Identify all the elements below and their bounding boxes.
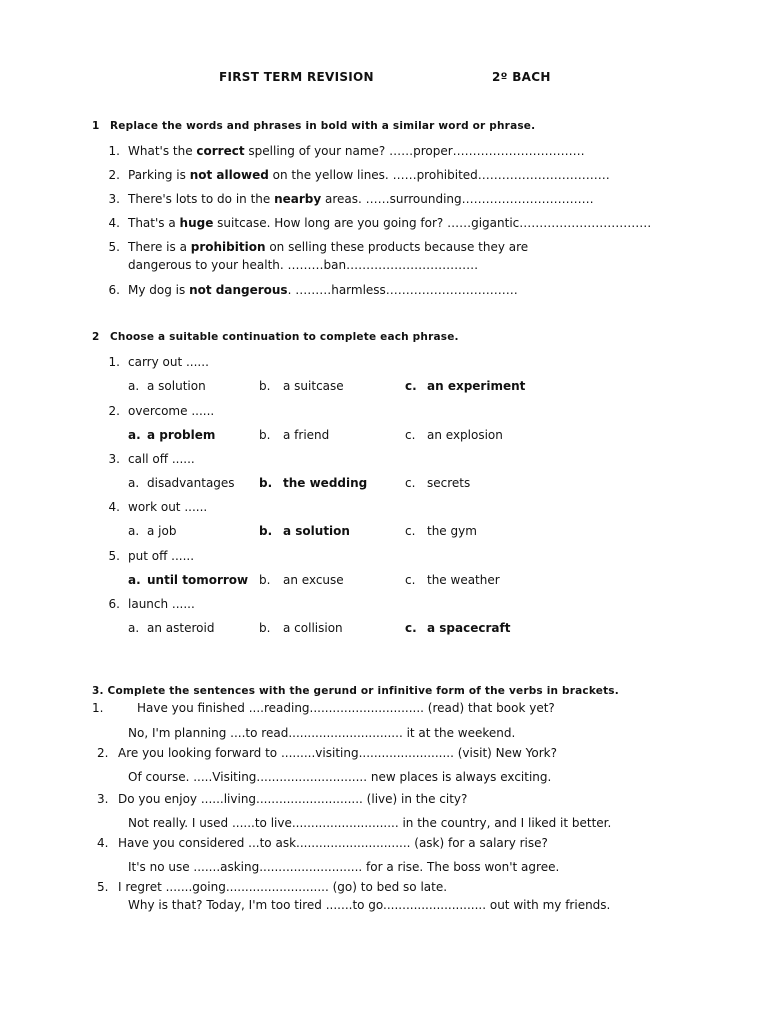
s1-text-after: on selling these products because they are <box>265 240 529 254</box>
s2-option-letter-a: a. <box>128 621 140 635</box>
s2-option-c: the weather <box>427 573 500 587</box>
s2-option-b: a friend <box>283 428 330 442</box>
s1-item-text <box>128 240 528 254</box>
s3-item-number: 2. <box>97 746 109 760</box>
s1-text-after: spelling of your name? <box>244 144 390 158</box>
section-2-instruction: Choose a suitable continuation to complete each phrase. <box>110 331 459 343</box>
s2-option-letter-c: c. <box>405 476 416 490</box>
s2-option-letter-b: b. <box>259 621 271 635</box>
s2-item-number: 1. <box>108 355 120 369</box>
s3-question: Have you considered ...to ask.............................. (ask) for a salary rise? <box>118 836 548 850</box>
s2-item-stem: put off ...... <box>128 549 195 563</box>
s2-option-letter-c: c. <box>405 524 416 538</box>
s1-text-bold: not dangerous <box>189 283 288 297</box>
s2-option-letter-b: b. <box>259 379 271 393</box>
s3-item-number: 1. <box>92 701 104 715</box>
s2-option-letter-a: a. <box>128 379 140 393</box>
s2-option-a: disadvantages <box>147 476 235 490</box>
s1-item-number: 2. <box>108 168 120 182</box>
s2-option-b: a solution <box>283 524 350 538</box>
s1-item-text <box>128 144 585 158</box>
section-2-number: 2 <box>92 331 100 343</box>
s1-item-number: 1. <box>108 144 120 158</box>
s2-option-a: an asteroid <box>147 621 215 635</box>
s1-item-text <box>128 168 610 182</box>
s3-response: No, I'm planning ....to read.............................. it at the weekend. <box>128 726 516 740</box>
s2-option-c: an experiment <box>427 379 526 393</box>
s1-text-bold: huge <box>179 216 214 230</box>
s2-option-a: a job <box>147 524 177 538</box>
s1-item-number: 5. <box>108 240 120 254</box>
s1-answer: ……surrounding…………………………… <box>365 192 594 206</box>
s1-text-before: What's the <box>128 144 197 158</box>
s1-text-after: areas. <box>321 192 366 206</box>
s1-answer: ………ban…………………………… <box>287 258 479 272</box>
s2-item-number: 6. <box>108 597 120 611</box>
s2-option-letter-b: b. <box>259 524 273 538</box>
s3-item-number: 3. <box>97 792 109 806</box>
s2-option-letter-c: c. <box>405 379 417 393</box>
s2-option-letter-b: b. <box>259 428 271 442</box>
s1-text-bold: prohibition <box>190 240 266 254</box>
s3-question: Are you looking forward to .........visiting......................... (visit) New York? <box>118 746 557 760</box>
s1-answer: ……proper…………………………… <box>389 144 585 158</box>
s1-item-text <box>128 192 594 206</box>
s2-option-b: a collision <box>283 621 343 635</box>
s1-item-number: 6. <box>108 283 120 297</box>
s2-option-letter-a: a. <box>128 524 140 538</box>
s2-option-letter-a: a. <box>128 428 141 442</box>
section-1-instruction: Replace the words and phrases in bold with a similar word or phrase. <box>110 120 536 132</box>
s3-item-number: 4. <box>97 836 109 850</box>
s2-option-b: an excuse <box>283 573 344 587</box>
s1-text-before: There is a <box>128 240 191 254</box>
section-3-instruction: 3. Complete the sentences with the gerund or infinitive form of the verbs in brackets. <box>92 685 619 697</box>
s2-item-stem: work out ...... <box>128 500 208 514</box>
s1-text-before: My dog is <box>128 283 190 297</box>
s3-response: Of course. .....Visiting............................. new places is always exciting. <box>128 770 552 784</box>
s2-item-number: 2. <box>108 404 120 418</box>
s2-option-a: a problem <box>147 428 216 442</box>
s2-option-c: secrets <box>427 476 471 490</box>
s1-text-after: on the yellow lines. <box>268 168 393 182</box>
s2-option-letter-c: c. <box>405 573 416 587</box>
s3-question: Do you enjoy ......living............................ (live) in the city? <box>118 792 468 806</box>
s2-option-b: a suitcase <box>283 379 344 393</box>
s1-item-text <box>128 283 518 297</box>
s2-option-letter-a: a. <box>128 476 140 490</box>
s1-text-bold: not allowed <box>189 168 269 182</box>
s3-question: I regret .......going........................... (go) to bed so late. <box>118 880 448 894</box>
s2-option-letter-c: c. <box>405 621 417 635</box>
s1-answer: ……prohibited…………………………… <box>392 168 610 182</box>
s3-response: It's no use .......asking........................... for a rise. The boss won't agree. <box>128 860 560 874</box>
s1-text-bold: nearby <box>274 192 322 206</box>
s1-text-line2: dangerous to your health. <box>128 258 288 272</box>
s2-option-letter-b: b. <box>259 476 273 490</box>
s2-option-c: an explosion <box>427 428 503 442</box>
s3-response: Not really. I used ......to live............................ in the country, and I liked it better. <box>128 816 612 830</box>
s1-item-text <box>128 216 651 230</box>
s2-option-a: a solution <box>147 379 206 393</box>
s1-text-after: . <box>287 283 296 297</box>
s2-item-number: 4. <box>108 500 120 514</box>
course-level: 2º BACH <box>492 70 551 84</box>
s1-text-bold: correct <box>196 144 245 158</box>
page-title: FIRST TERM REVISION <box>219 70 374 84</box>
s1-text-before: That's a <box>128 216 180 230</box>
s2-option-b: the wedding <box>283 476 368 490</box>
s3-item-number: 5. <box>97 880 109 894</box>
s2-item-stem: launch ...... <box>128 597 195 611</box>
s1-text-after: suitcase. How long are you going for? <box>213 216 448 230</box>
s2-option-letter-a: a. <box>128 573 141 587</box>
s2-item-number: 5. <box>108 549 120 563</box>
s3-response: Why is that? Today, I'm too tired .......to go........................... out with my friends. <box>128 898 611 912</box>
s2-option-letter-b: b. <box>259 573 271 587</box>
s2-item-stem: overcome ...... <box>128 404 215 418</box>
s2-item-stem: call off ...... <box>128 452 195 466</box>
s2-option-a: until tomorrow <box>147 573 249 587</box>
s2-item-number: 3. <box>108 452 120 466</box>
s2-option-c: the gym <box>427 524 477 538</box>
section-1-number: 1 <box>92 120 100 132</box>
s1-answer: ………harmless…………………………… <box>295 283 518 297</box>
s1-item-text-line2 <box>128 258 478 272</box>
s1-text-before: Parking is <box>128 168 190 182</box>
s1-item-number: 3. <box>108 192 120 206</box>
s2-option-letter-c: c. <box>405 428 416 442</box>
s1-item-number: 4. <box>108 216 120 230</box>
s1-text-before: There's lots to do in the <box>128 192 275 206</box>
s2-option-c: a spacecraft <box>427 621 511 635</box>
s1-answer: ……gigantic…………………………… <box>447 216 652 230</box>
s2-item-stem: carry out ...... <box>128 355 209 369</box>
s3-question: Have you finished ....reading.............................. (read) that book yet? <box>137 701 555 715</box>
